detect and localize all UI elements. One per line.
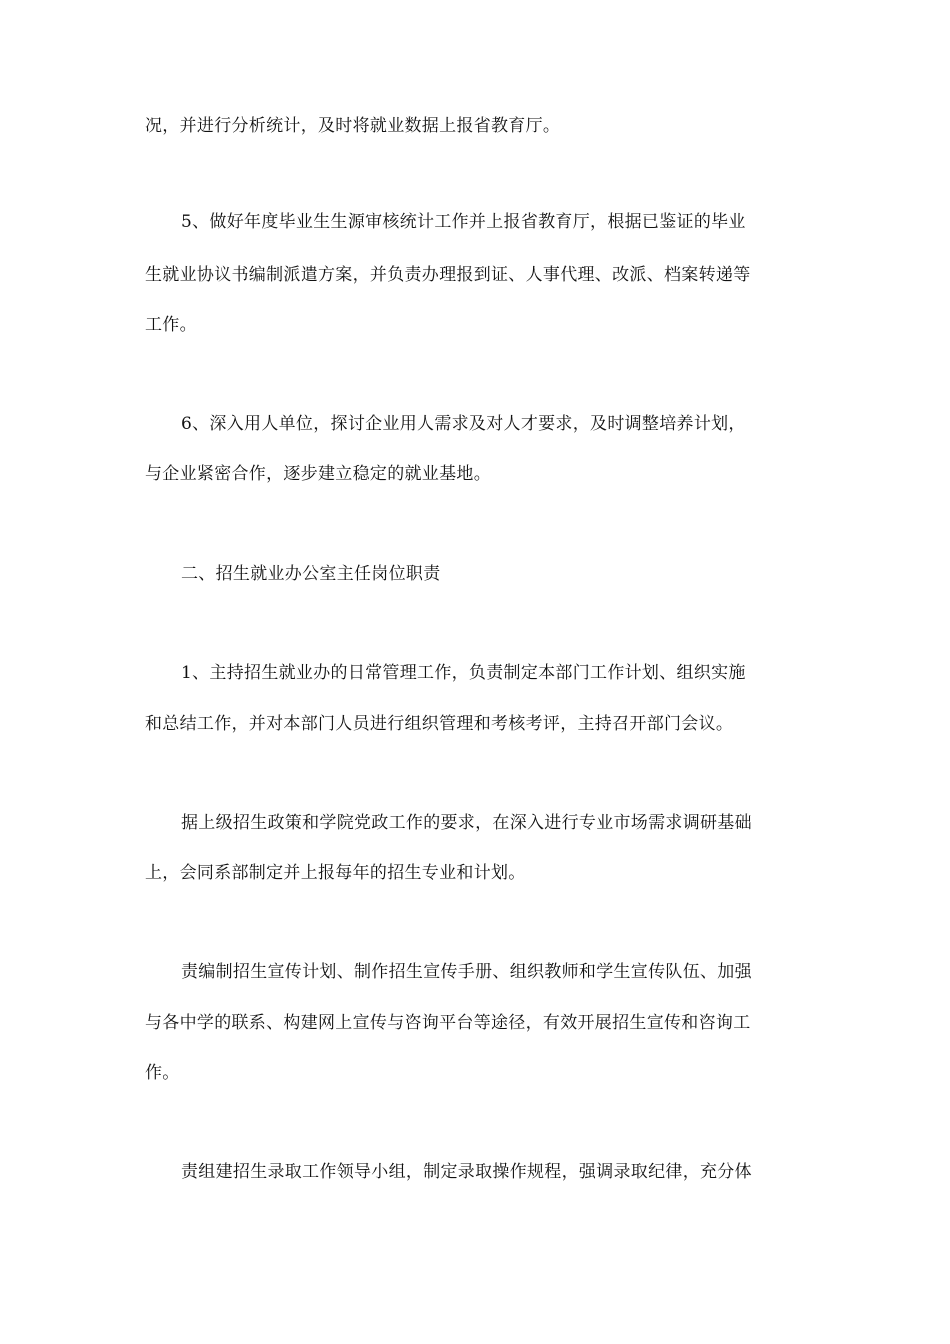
text-line-10: 据上级招生政策和学院党政工作的要求，在深入进行专业市场需求调研基础 <box>181 813 752 833</box>
text-line-11: 上，会同系部制定并上报每年的招生专业和计划。 <box>145 863 526 883</box>
text-line-9: 和总结工作，并对本部门人员进行组织管理和考核考评，主持召开部门会议。 <box>145 714 734 734</box>
text-line-2: 5、做好年度毕业生生源审核统计工作并上报省教育厅，根据已鉴证的毕业 <box>181 212 746 232</box>
text-line-13: 与各中学的联系、构建网上宣传与咨询平台等途径，有效开展招生宣传和咨询工 <box>145 1013 751 1033</box>
text-line-3: 生就业协议书编制派遣方案，并负责办理报到证、人事代理、改派、档案转递等 <box>145 265 751 285</box>
text-line-12: 责编制招生宣传计划、制作招生宣传手册、组织教师和学生宣传队伍、加强 <box>181 962 752 982</box>
text-line-4: 工作。 <box>145 315 197 335</box>
section-heading: 二、招生就业办公室主任岗位职责 <box>181 564 441 584</box>
text-line-1: 况，并进行分析统计，及时将就业数据上报省教育厅。 <box>145 116 561 136</box>
text-line-8: 1、主持招生就业办的日常管理工作，负责制定本部门工作计划、组织实施 <box>181 663 746 683</box>
text-line-5: 6、深入用人单位，探讨企业用人需求及对人才要求，及时调整培养计划， <box>181 414 746 434</box>
text-line-15: 责组建招生录取工作领导小组，制定录取操作规程，强调录取纪律，充分体 <box>181 1162 752 1182</box>
text-line-6: 与企业紧密合作，逐步建立稳定的就业基地。 <box>145 464 491 484</box>
text-line-14: 作。 <box>145 1063 180 1083</box>
